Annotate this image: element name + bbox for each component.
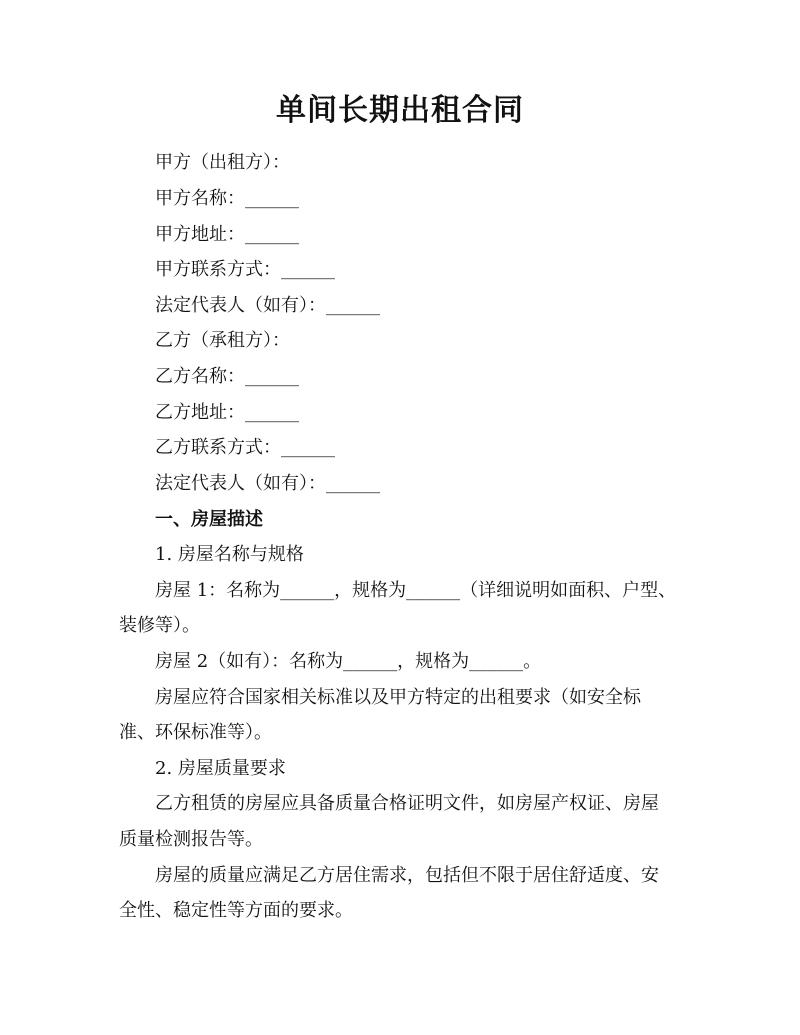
- party-a-legal-rep: 法定代表人（如有）：______: [155, 295, 380, 316]
- subsection-title: 2. 房屋质量要求: [155, 758, 286, 779]
- party-b-contact: 乙方联系方式：______: [155, 437, 335, 458]
- house-2-spec: 房屋 2（如有）：名称为______，规格为______。: [155, 651, 542, 672]
- party-a-contact: 甲方联系方式：______: [155, 259, 335, 280]
- document-title: 单间长期出租合同: [276, 93, 524, 128]
- party-b-label: 乙方（承租方）：: [155, 330, 290, 351]
- party-a-label: 甲方（出租方）：: [155, 152, 290, 173]
- subsection-title: 1. 房屋名称与规格: [155, 544, 304, 565]
- party-a-address: 甲方地址：______: [155, 224, 299, 245]
- house-1-spec-continued: 装修等）。: [119, 615, 200, 636]
- section-heading: 一、房屋描述: [155, 509, 263, 530]
- house-1-spec: 房屋 1：名称为______，规格为______（详细说明如面积、户型、: [155, 580, 677, 601]
- party-b-name: 乙方名称：______: [155, 366, 299, 387]
- party-b-legal-rep: 法定代表人（如有）：______: [155, 473, 380, 494]
- needs-paragraph: 房屋的质量应满足乙方居住需求，包括但不限于居住舒适度、安: [155, 865, 659, 886]
- quality-paragraph: 乙方租赁的房屋应具备质量合格证明文件，如房屋产权证、房屋: [155, 793, 659, 814]
- quality-paragraph-continued: 质量检测报告等。: [119, 829, 263, 850]
- party-b-address: 乙方地址：______: [155, 402, 299, 423]
- standard-paragraph: 房屋应符合国家相关标准以及甲方特定的出租要求（如安全标: [155, 687, 641, 708]
- standard-paragraph-continued: 准、环保标准等）。: [119, 722, 272, 743]
- party-a-name: 甲方名称：______: [155, 188, 299, 209]
- needs-paragraph-continued: 全性、稳定性等方面的要求。: [119, 900, 353, 921]
